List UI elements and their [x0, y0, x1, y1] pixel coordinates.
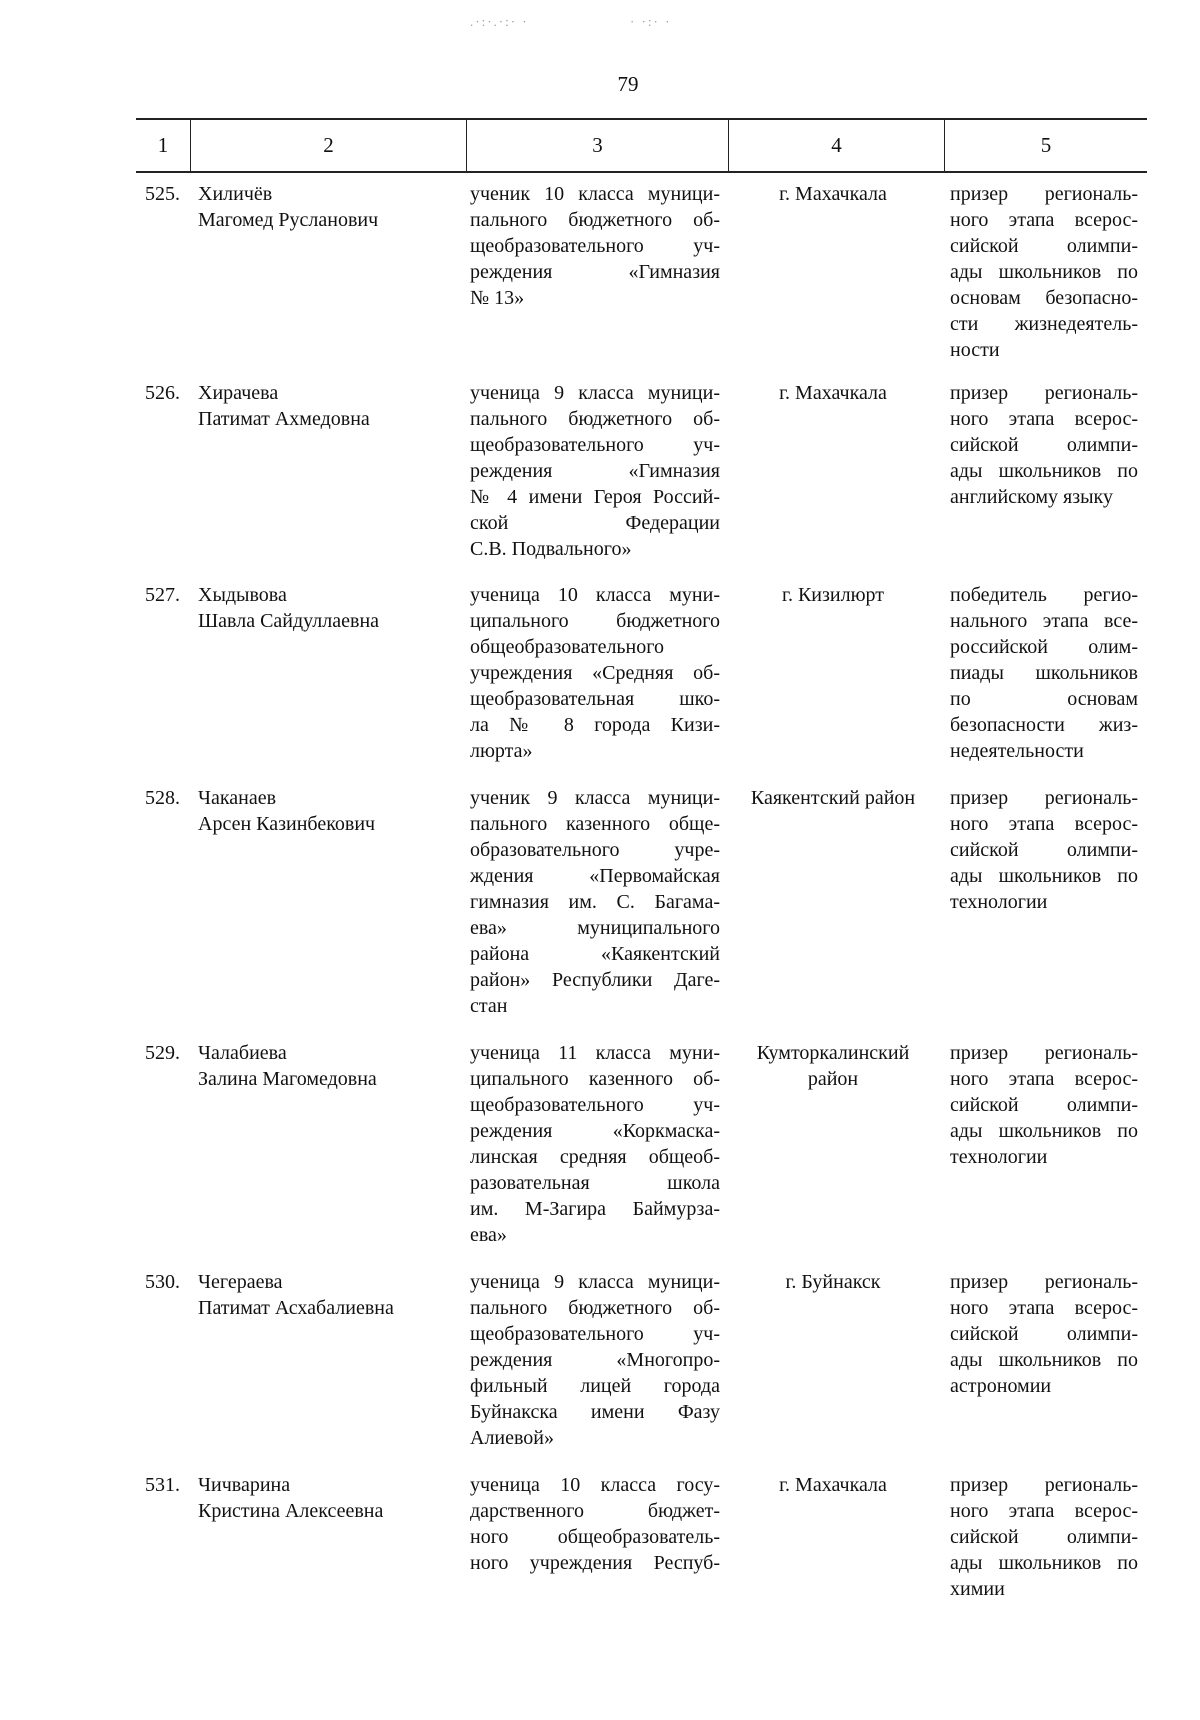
school-line: ципального казенного об- — [470, 1068, 720, 1090]
award-line: сийской олимпи- — [950, 235, 1138, 257]
school-line: пального бюджетного об- — [470, 209, 720, 231]
award-line: ады школьников по — [950, 460, 1138, 482]
award-line: ного этапа всерос- — [950, 813, 1138, 835]
school-line: щеобразовательного уч- — [470, 434, 720, 456]
locality — [728, 1269, 938, 1295]
school-line: ципального бюджетного — [470, 610, 720, 632]
header-cell: 2 — [191, 120, 467, 171]
locality-line: г. Махачкала — [779, 382, 887, 404]
award-status — [950, 785, 1138, 915]
school-description — [470, 582, 720, 764]
student-name — [198, 785, 448, 837]
school-line: С.В. Подвального» — [470, 538, 632, 560]
award-line: сийской олимпи- — [950, 1526, 1138, 1548]
name-line: Хиличёв — [198, 183, 273, 205]
school-line: разовательная школа — [470, 1172, 720, 1194]
school-description — [470, 785, 720, 1019]
school-line: ученица 10 класса муни- — [470, 584, 720, 606]
award-line: ады школьников по — [950, 261, 1138, 283]
table-header — [136, 118, 1147, 173]
award-line: английскому языку — [950, 486, 1113, 508]
locality — [728, 785, 938, 811]
school-line: люрта» — [470, 740, 533, 762]
school-line: реждения «Гимназия — [470, 460, 720, 482]
locality — [728, 181, 938, 207]
student-name — [198, 1269, 448, 1321]
school-line: фильный лицей города — [470, 1375, 720, 1397]
student-name — [198, 1472, 448, 1524]
name-line: Залина Магомедовна — [198, 1068, 377, 1090]
row-number: 526. — [145, 382, 180, 404]
name-line: Арсен Казинбекович — [198, 813, 376, 835]
student-name — [198, 1040, 448, 1092]
locality-line: район — [807, 1068, 859, 1090]
name-line: Чегераева — [198, 1271, 283, 1293]
award-line: призер региональ- — [950, 1474, 1138, 1496]
school-description — [470, 1040, 720, 1248]
award-line: ного этапа всерос- — [950, 209, 1138, 231]
locality-line: г. Буйнакск — [785, 1271, 881, 1293]
school-line: ного учреждения Респуб- — [470, 1552, 720, 1574]
award-status — [950, 380, 1138, 510]
locality-line: г. Махачкала — [779, 1474, 887, 1496]
award-line: ного этапа всерос- — [950, 1297, 1138, 1319]
award-status — [950, 1040, 1138, 1170]
school-line: ева» — [470, 1224, 507, 1246]
name-line: Чаканаев — [198, 787, 277, 809]
school-line: района «Каякентский — [470, 943, 720, 965]
school-line: район» Республики Даге- — [470, 969, 720, 991]
award-line: ады школьников по — [950, 865, 1138, 887]
student-name — [198, 181, 448, 233]
page-number: 79 — [617, 72, 639, 96]
award-line: призер региональ- — [950, 382, 1138, 404]
award-line: недеятельности — [950, 740, 1084, 762]
award-line: технологии — [950, 1146, 1048, 1168]
locality — [728, 380, 938, 406]
name-line: Хыдывова — [198, 584, 287, 606]
award-status — [950, 582, 1138, 764]
school-line: линская средняя общеоб- — [470, 1146, 720, 1168]
award-line: нального этапа все- — [950, 610, 1138, 632]
student-name — [198, 582, 448, 634]
award-line: ного этапа всерос- — [950, 1500, 1138, 1522]
award-line: химии — [950, 1578, 1005, 1600]
locality-line: Каякентский район — [750, 787, 916, 809]
award-status — [950, 1472, 1138, 1602]
header-cell: 1 — [136, 120, 191, 171]
school-line: № 13» — [470, 287, 525, 309]
school-line: пального казенного обще- — [470, 813, 720, 835]
award-line: основам безопасно- — [950, 287, 1138, 309]
school-line: гимназия им. С. Багама- — [470, 891, 720, 913]
row-number: 528. — [145, 787, 180, 809]
award-line: призер региональ- — [950, 183, 1138, 205]
award-status — [950, 181, 1138, 363]
award-line: ного этапа всерос- — [950, 1068, 1138, 1090]
name-line: Патимат Асхабалиевна — [198, 1297, 394, 1319]
award-line: ады школьников по — [950, 1552, 1138, 1574]
award-line: сийской олимпи- — [950, 1094, 1138, 1116]
school-line: учреждения «Средняя об- — [470, 662, 720, 684]
school-description — [470, 181, 720, 311]
award-line: пиады школьников — [950, 662, 1138, 684]
school-line: щеобразовательного уч- — [470, 1323, 720, 1345]
name-line: Чалабиева — [198, 1042, 287, 1064]
school-line: ученица 10 класса госу- — [470, 1474, 720, 1496]
school-line: ева» муниципального — [470, 917, 720, 939]
award-line: ного этапа всерос- — [950, 408, 1138, 430]
locality-line: г. Махачкала — [779, 183, 887, 205]
school-line: общеобразовательного — [470, 636, 664, 658]
award-line: астрономии — [950, 1375, 1052, 1397]
award-line: по основам — [950, 688, 1138, 710]
row-number: 527. — [145, 584, 180, 606]
award-line: российской олим- — [950, 636, 1138, 658]
school-line: реждения «Многопро- — [470, 1349, 720, 1371]
row-number: 530. — [145, 1271, 180, 1293]
school-line: ного общеобразователь- — [470, 1526, 720, 1548]
locality-line: Кумторкалинский — [756, 1042, 910, 1064]
name-line: Хирачева — [198, 382, 279, 404]
school-line: ученица 11 класса муни- — [470, 1042, 720, 1064]
award-line: призер региональ- — [950, 1271, 1138, 1293]
school-line: № 4 имени Героя Россий- — [470, 486, 720, 508]
school-line: ученик 10 класса муници- — [470, 183, 720, 205]
school-line: Алиевой» — [470, 1427, 555, 1449]
award-line: сийской олимпи- — [950, 434, 1138, 456]
school-line: ученица 9 класса муници- — [470, 382, 720, 404]
award-line: сийской олимпи- — [950, 839, 1138, 861]
school-line: щеобразовательная шко- — [470, 688, 720, 710]
row-number: 531. — [145, 1474, 180, 1496]
student-name — [198, 380, 448, 432]
header-cell: 3 — [467, 120, 729, 171]
school-line: им. М-Загира Баймурза- — [470, 1198, 720, 1220]
name-line: Кристина Алексеевна — [198, 1500, 384, 1522]
award-line: победитель регио- — [950, 584, 1138, 606]
school-line: щеобразовательного уч- — [470, 235, 720, 257]
award-line: ности — [950, 339, 1000, 361]
school-line: пального бюджетного об- — [470, 1297, 720, 1319]
name-line: Шавла Сайдуллаевна — [198, 610, 380, 632]
school-description — [470, 1269, 720, 1451]
school-line: ученик 9 класса муници- — [470, 787, 720, 809]
name-line: Патимат Ахмедовна — [198, 408, 370, 430]
award-line: призер региональ- — [950, 1042, 1138, 1064]
award-line: призер региональ- — [950, 787, 1138, 809]
locality — [728, 582, 938, 608]
school-description — [470, 380, 720, 562]
header-cell: 4 — [729, 120, 945, 171]
row-number: 525. — [145, 183, 180, 205]
award-line: ады школьников по — [950, 1120, 1138, 1142]
school-line: Буйнакска имени Фазу — [470, 1401, 720, 1423]
award-line: безопасности жиз- — [950, 714, 1138, 736]
scan-noise-mark: · ·:· · — [630, 14, 672, 29]
school-line: ла № 8 города Кизи- — [470, 714, 720, 736]
header-cell: 5 — [1040, 133, 1052, 157]
school-line: ской Федерации — [470, 512, 720, 534]
name-line: Магомед Русланович — [198, 209, 379, 231]
award-line: сийской олимпи- — [950, 1323, 1138, 1345]
award-status — [950, 1269, 1138, 1399]
school-line: ученица 9 класса муници- — [470, 1271, 720, 1293]
school-line: образовательного учре- — [470, 839, 720, 861]
school-description — [470, 1472, 720, 1576]
school-line: стан — [470, 995, 508, 1017]
locality-line: г. Кизилюрт — [782, 584, 884, 606]
row-number: 529. — [145, 1042, 180, 1064]
award-line: технологии — [950, 891, 1048, 913]
award-line: ады школьников по — [950, 1349, 1138, 1371]
school-line: реждения «Гимназия — [470, 261, 720, 283]
school-line: щеобразовательного уч- — [470, 1094, 720, 1116]
school-line: ждения «Первомайская — [470, 865, 720, 887]
award-line: сти жизнедеятель- — [950, 313, 1138, 335]
school-line: пального бюджетного об- — [470, 408, 720, 430]
school-line: дарственного бюджет- — [470, 1500, 720, 1522]
scan-noise-mark: .·:·.·:· · — [470, 14, 529, 29]
school-line: реждения «Коркмаска- — [470, 1120, 720, 1142]
locality — [728, 1040, 938, 1092]
locality — [728, 1472, 938, 1498]
name-line: Чичварина — [198, 1474, 291, 1496]
